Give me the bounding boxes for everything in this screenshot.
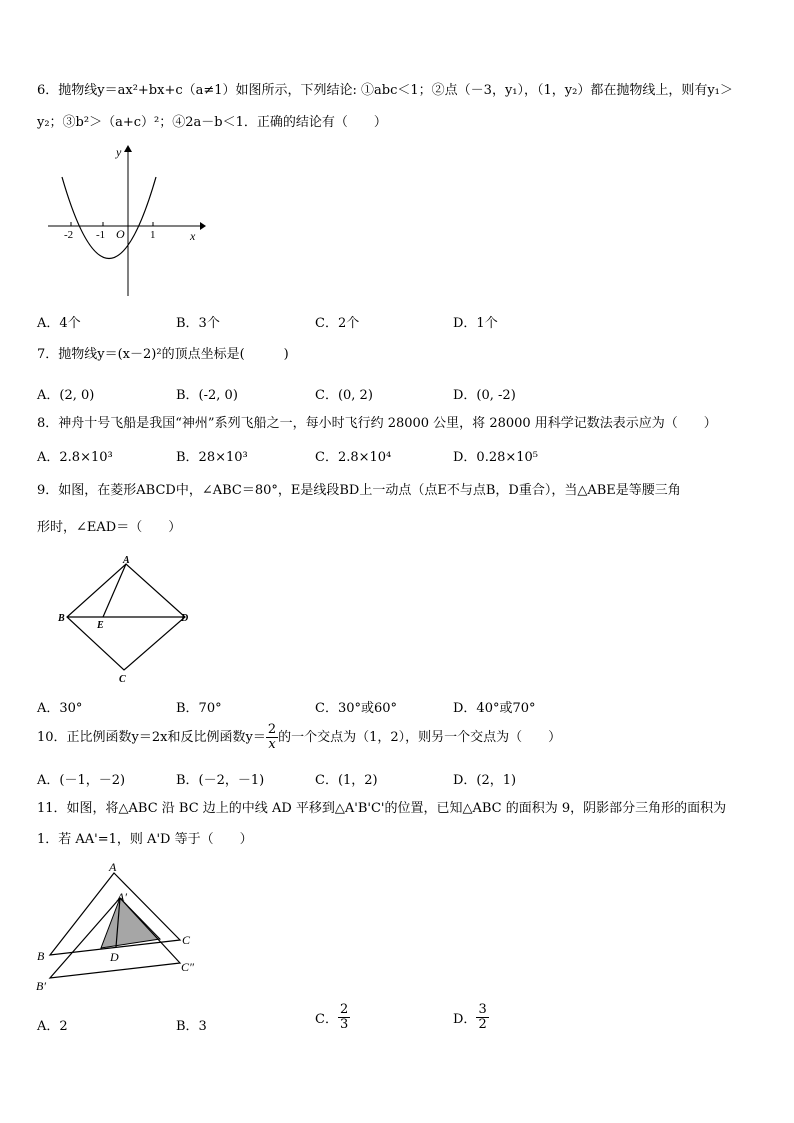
q6-tick-1: 1 [150,229,156,241]
q7-option-d[interactable]: D．(0, -2) [453,388,516,403]
q9-stem-line1: 9．如图，在菱形ABCD中，∠ABC＝80°，E是线段BD上一动点（点E不与点B，D重合），当△ABE是等腰三角 [37,483,681,498]
q11-option-c-den: 3 [339,1017,349,1032]
q9-label-c: C [119,674,126,685]
q10-frac-num: 2 [267,722,277,737]
q6-y-arrow [124,145,132,152]
q11-label-a: A [109,860,117,874]
q9-label-b: B [58,613,65,624]
q9-segment-ae [103,564,126,617]
q11-option-d-label: D． [453,1012,477,1027]
q11-label-c2: C″ [181,960,195,974]
q11-option-c-num: 2 [339,1002,349,1017]
q11-label-b: B [37,949,45,963]
q6-option-b[interactable]: B．3个 [176,316,220,331]
q6-parabola-figure [40,140,210,300]
q9-rhombus-figure [55,555,205,685]
q7-option-a[interactable]: A．(2, 0) [37,388,95,403]
q11-stem-line1: 11．如图，将△ABC 沿 BC 边上的中线 AD 平移到△A'B'C'的位置，已知△ABC 的面积为 9，阴影部分三角形的面积为 [37,801,727,816]
q7-option-c[interactable]: C．(0, 2) [315,388,373,403]
q8-option-c[interactable]: C．2.8×10⁴ [315,450,392,465]
q11-option-d-den: 2 [478,1017,487,1032]
q6-option-c[interactable]: C．2个 [315,316,360,331]
q10-frac-den: x [268,737,276,752]
q6-tick-m2: -2 [64,229,74,241]
q11-label-b2: B′ [36,979,46,993]
q10-fraction [266,723,278,752]
q6-option-d[interactable]: D．1个 [453,316,498,331]
q10-option-c[interactable]: C．(1，2) [315,773,378,788]
q7-option-b[interactable]: B．(-2, 0) [176,388,238,403]
q6-x-arrow [200,222,206,230]
q9-label-e: E [97,620,104,631]
q9-option-c[interactable]: C．30°或60° [315,701,398,716]
q8-option-a[interactable]: A．2.8×10³ [37,450,113,465]
q8-option-d[interactable]: D．0.28×10⁵ [453,450,539,465]
q11-triangle-figure [30,860,220,995]
q11-option-c-label: C． [315,1012,338,1027]
q8-option-b[interactable]: B．28×10³ [176,450,248,465]
q10-option-a[interactable]: A．(－1，－2) [37,773,126,788]
q9-option-a[interactable]: A．30° [37,701,83,716]
q11-label-d: D [110,950,119,964]
q10-stem-pre: 10．正比例函数y＝2x和反比例函数y＝ [37,730,266,745]
q11-option-a[interactable]: A．2 [37,1019,68,1034]
q10-stem-post: 的一个交点为（1，2），则另一个交点为（ ） [278,730,562,745]
q6-label-o: O [116,227,125,241]
q10-option-b[interactable]: B．(－2，－1) [176,773,265,788]
q11-shaded-triangle [101,898,160,948]
q6-tick-m1: -1 [96,229,106,241]
q9-label-d: D [181,613,189,624]
q11-label-a2: A′ [117,890,127,904]
q11-option-d-fraction [476,1003,488,1032]
q6-stem-line2: y₂；③b²＞（a+c）²；④2a－b＜1．正确的结论有（ ） [37,115,387,130]
q6-parabola-curve [62,177,156,259]
q9-label-a: A [123,555,130,566]
q8-stem: 8．神舟十号飞船是我国“神州”系列飞船之一，每小时飞行约 28000 公里，将 28000 用科学记数法表示应为（ ） [37,416,717,431]
q6-label-x: x [190,229,196,243]
q11-stem-line2: 1．若 AA'=1，则 A'D 等于（ ） [37,832,253,847]
q7-stem: 7．抛物线y＝(x－2)²的顶点坐标是( ) [37,347,289,362]
q11-option-d-num: 3 [478,1002,487,1017]
q6-stem-line1: 6．抛物线y＝ax²+bx+c（a≠1）如图所示，下列结论: ①abc＜1；②点（－3，y₁），（1，y₂）都在抛物线上，则有y₁＞ [37,83,733,98]
q11-option-c[interactable] [315,1003,350,1032]
q10-stem [37,723,561,752]
q9-stem-line2: 形时，∠EAD＝（ ） [37,520,182,535]
q11-option-d[interactable] [453,1003,489,1032]
q9-option-d[interactable]: D．40°或70° [453,701,536,716]
q11-label-c: C [182,933,191,947]
q10-option-d[interactable]: D．(2，1) [453,773,517,788]
q6-option-a[interactable]: A．4个 [37,316,81,331]
q11-option-c-fraction [338,1003,350,1032]
q6-label-y: y [116,145,122,159]
q9-option-b[interactable]: B．70° [176,701,222,716]
q11-option-b[interactable]: B．3 [176,1019,207,1034]
